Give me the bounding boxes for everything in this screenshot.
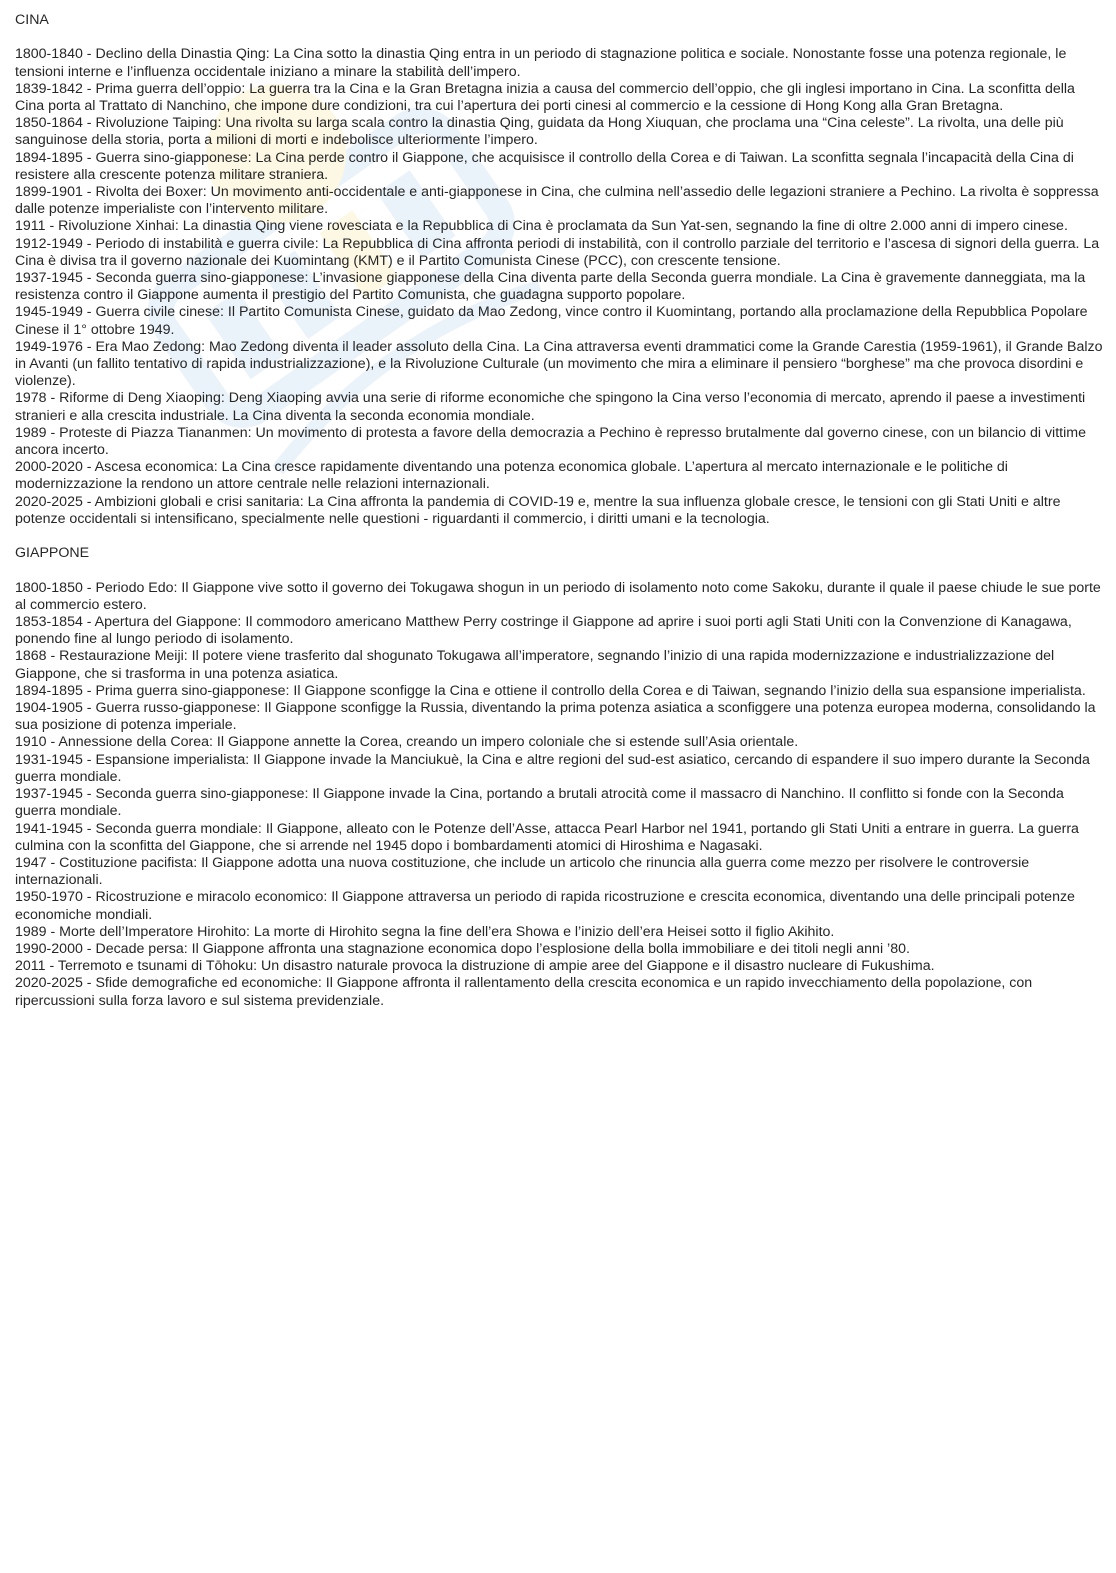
timeline-entry: 1931-1945 - Espansione imperialista: Il Giappone invade la Manciukuè, la Cina e altre regioni del sud-est asiatico, cercando di espandere il suo impero durante la Seconda guerra mondiale. [15,751,1090,785]
timeline-entry: 1800-1850 - Periodo Edo: Il Giappone vive sotto il governo dei Tokugawa shogun in un periodo di isolamento noto come Sakoku, durante il quale il paese chiude le sue porte al commercio estero. [15,579,1101,613]
timeline-entry: 1839-1842 - Prima guerra dell’oppio: La guerra tra la Cina e la Gran Bretagna inizia a causa del commercio dell’oppio, che gli inglesi importano in Cina. La sconfitta della Cina porta al Trattato di Nanchino, che impone dure condizioni, tra cui l’apertura dei porti cinesi al commercio e la cessione di Hong Kong alla Gran Bretagna. [15,80,1075,114]
timeline-entry: 1989 - Morte dell’Imperatore Hirohito: La morte di Hirohito segna la fine dell’era Showa e l’inizio dell’era Heisei sotto il figlio Akihito. [15,923,835,940]
timeline-entry: 1950-1970 - Ricostruzione e miracolo economico: Il Giappone attraversa un periodo di rapida ricostruzione e crescita economica, diventando una delle principali potenze economiche mondiali. [15,889,1075,923]
timeline-entry: 1850-1864 - Rivoluzione Taiping: Una rivolta su larga scala contro la dinastia Qing, guidata da Hong Xiuquan, che proclama una “Cina celeste”. La rivolta, una delle più sanguinose della storia, porta a milioni di morti e indebolisce ulteriormente l’impero. [15,115,1064,149]
timeline-entry: 1990-2000 - Decade persa: Il Giappone affronta una stagnazione economica dopo l’esplosione della bolla immobiliare e dei titoli negli anni ’80. [15,940,910,957]
timeline-entry: 1978 - Riforme di Deng Xiaoping: Deng Xiaoping avvia una serie di riforme economiche che spingono la Cina verso l’economia di mercato, aprendo il paese a investimenti stranieri e alla crescita industriale. La Cina diventa la seconda economia mondiale. [15,390,1086,424]
timeline-entry: 1899-1901 - Rivolta dei Boxer: Un movimento anti-occidentale e anti-giapponese in Cina, che culmina nell’assedio delle legazioni straniere a Pechino. La rivolta è soppressa dalle potenze imperialiste con l’intervento militare. [15,184,1099,218]
section-cina [15,12,1103,528]
spacer [15,29,1103,46]
section-giappone [15,545,1103,1009]
timeline-entry: 1949-1976 - Era Mao Zedong: Mao Zedong diventa il leader assoluto della Cina. La Cina attraversa eventi drammatici come la Grande Carestia (1959-1961), il Grande Balzo in Avanti (un fallito tentativo di rapida industrializzazione), e la Rivoluzione Culturale (un movimento che mira a eliminare il pensiero “borghese” ma che provoca disordini e violenze). [15,338,1103,390]
timeline-entry: 2020-2025 - Ambizioni globali e crisi sanitaria: La Cina affronta la pandemia di COVID-19 e, mentre la sua influenza globale cresce, le tensioni con gli Stati Uniti e altre potenze occidentali si intensificano, specialmente nelle questioni - riguardanti il commercio, i diritti umani e la tecnologia. [15,493,1061,527]
timeline-entry: 1894-1895 - Prima guerra sino-giapponese: Il Giappone sconfigge la Cina e ottiene il controllo della Corea e di Taiwan, segnando l’inizio della sua espansione imperialista. [15,682,1086,699]
timeline-entry: 2000-2020 - Ascesa economica: La Cina cresce rapidamente diventando una potenza economica globale. L’apertura al mercato internazionale e le politiche di modernizzazione la rendono un attore centrale nelle relazioni internazionali. [15,459,1008,493]
timeline-entry: 1853-1854 - Apertura del Giappone: Il commodoro americano Matthew Perry costringe il Giappone ad aprire i suoi porti agli Stati Uniti con la Convenzione di Kanagawa, ponendo fine al lungo periodo di isolamento. [15,614,1072,648]
timeline-entry: 2020-2025 - Sfide demografiche ed economiche: Il Giappone affronta il rallentamento della crescita economica e un rapido invecchiamento della popolazione, con ripercussioni sulla forza lavoro e sul sistema previdenziale. [15,975,1033,1009]
timeline-entry: 1911 - Rivoluzione Xinhai: La dinastia Qing viene rovesciata e la Repubblica di Cina è proclamata da Sun Yat-sen, segnando la fine di oltre 2.000 anni di impero cinese. [15,218,1068,235]
spacer [15,528,1103,545]
timeline-entry: 1989 - Proteste di Piazza Tiananmen: Un movimento di protesta a favore della democrazia a Pechino è represso brutalmente dal governo cinese, con un bilancio di vittime ancora incerto. [15,424,1086,459]
timeline-entry: 1800-1840 - Declino della Dinastia Qing: La Cina sotto la dinastia Qing entra in un periodo di stagnazione politica e sociale. Nonostante fosse una potenza regionale, le tensioni interne e l’influenza occidentale iniziano a minare la stabilità dell’impero. [15,46,1067,80]
timeline-entry: 1947 - Costituzione pacifista: Il Giappone adotta una nuova costituzione, che include un articolo che rinuncia alla guerra come mezzo per risolvere le controversie internazionali. [15,854,1030,889]
section-title: GIAPPONE [15,545,90,562]
timeline-entry: 1941-1945 - Seconda guerra mondiale: Il Giappone, alleato con le Potenze dell’Asse, attacca Pearl Harbor nel 1941, portando gli Stati Uniti a entrare in guerra. La guerra culmina con la sconfitta del Giappone, che si arrende nel 1945 dopo i bombardamenti atomici di Hiroshima e Nagasaki. [15,820,1079,854]
timeline-entry: 1904-1905 - Guerra russo-giapponese: Il Giappone sconfigge la Russia, diventando la prima potenza asiatica a sconfiggere una potenza europea moderna, consolidando la sua posizione di potenza imperiale. [15,700,1096,734]
section-title: CINA [15,12,49,28]
timeline-entry: 1910 - Annessione della Corea: Il Giappone annette la Corea, creando un impero coloniale che si estende sull’Asia orientale. [15,734,799,751]
timeline-entry: 1937-1945 - Seconda guerra sino-giapponese: Il Giappone invade la Cina, portando a brutali atrocità come il massacro di Nanchino. Il conflitto si fonde con la Seconda guerra mondiale. [15,786,1064,820]
timeline-entry: 1894-1895 - Guerra sino-giapponese: La Cina perde contro il Giappone, che acquisisce il controllo della Corea e di Taiwan. La sconfitta segnala l’incapacità della Cina di resistere alla crescente potenza militare straniera. [15,149,1074,183]
timeline-entry: 1945-1949 - Guerra civile cinese: Il Partito Comunista Cinese, guidato da Mao Zedong, vince contro il Kuomintang, portando alla proclamazione della Repubblica Popolare Cinese il 1° ottobre 1949. [15,304,1088,338]
timeline-entry: 2011 - Terremoto e tsunami di Tōhoku: Un disastro naturale provoca la distruzione di ampie aree del Giappone e il disastro nucleare di Fukushima. [15,958,935,975]
timeline-entry: 1868 - Restaurazione Meiji: Il potere viene trasferito dal shogunato Tokugawa all’imperatore, segnando l’inizio di una rapida modernizzazione e industrializzazione del Giappone, che si trasforma in una potenza asiatica. [15,648,1055,682]
timeline-entry: 1937-1945 - Seconda guerra sino-giapponese: L’invasione giapponese della Cina diventa parte della Seconda guerra mondiale. La Cina è gravemente danneggiata, ma la resistenza contro il Giappone aumenta il prestigio del Partito Comunista, che guadagna supporto popolare. [15,270,1086,304]
document-page [15,12,1103,1010]
spacer [15,562,1103,579]
timeline-entry: 1912-1949 - Periodo di instabilità e guerra civile: La Repubblica di Cina affronta periodi di instabilità, con il controllo parziale del territorio e l’ascesa di signori della guerra. La Cina è divisa tra il governo nazionale dei Kuomintang (KMT) e il Partito Comunista Cinese (PCC), con crescente tensione. [15,235,1100,269]
